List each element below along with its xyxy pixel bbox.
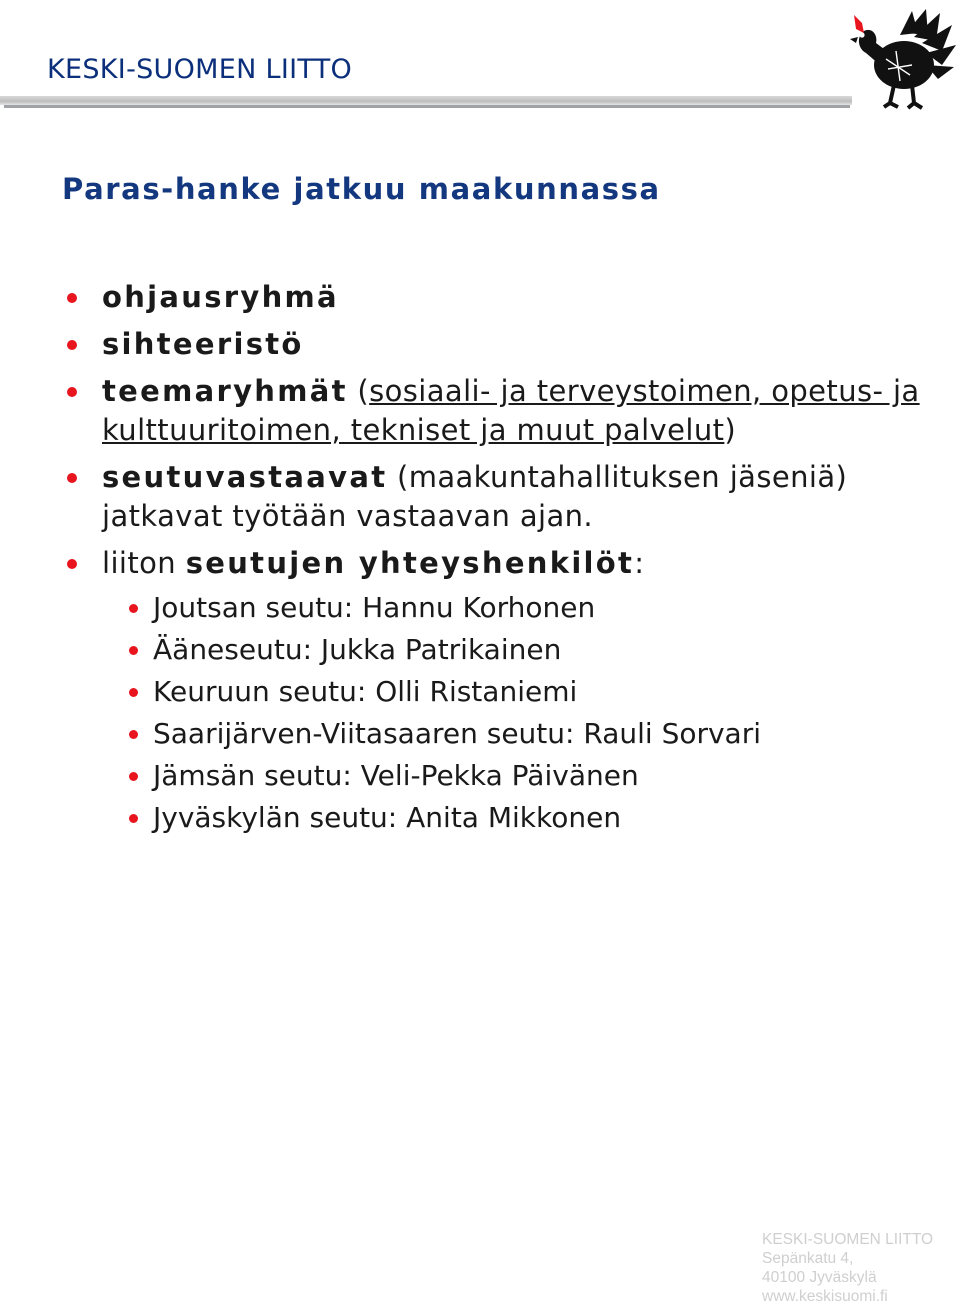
bullet-dot-icon xyxy=(67,559,77,569)
header-bar xyxy=(0,96,852,105)
contact-list xyxy=(60,587,940,839)
bullet-dot-icon xyxy=(67,293,77,303)
bullet-dot-icon xyxy=(129,772,138,781)
bullet-close-paren: ) xyxy=(724,413,737,447)
contact-text: Jämsän seutu: Veli-Pekka Päivänen xyxy=(153,759,639,792)
contact-item xyxy=(60,713,940,755)
bullet-yhteyshenkilot xyxy=(60,544,940,583)
teemaryhmat-link[interactable]: sosiaali- ja terveystoimen, opetus- ja kulttuuritoimen, tekniset ja muut palvelut xyxy=(102,374,920,447)
capercaillie-logo-icon xyxy=(840,3,958,115)
bullet-teemaryhmat xyxy=(60,372,940,450)
contact-item xyxy=(60,755,940,797)
bullet-sihteeristo xyxy=(60,325,940,364)
footer-web-link[interactable]: www.keskisuomi.fi xyxy=(762,1288,888,1305)
bullet-keyword: seutuvastaavat xyxy=(102,460,388,494)
bullet-keyword: sihteeristö xyxy=(102,327,304,361)
bullet-list xyxy=(60,278,940,839)
contact-text: Joutsan seutu: Hannu Korhonen xyxy=(153,591,596,624)
header-bar-shadow xyxy=(4,105,850,108)
bullet-dot-icon xyxy=(67,387,77,397)
bullet-prefix: liiton xyxy=(102,546,186,580)
bullet-open-paren: ( xyxy=(347,374,370,408)
contact-text: Jyväskylän seutu: Anita Mikkonen xyxy=(153,801,622,834)
footer-street: Sepänkatu 4, xyxy=(762,1250,854,1267)
bullet-dot-icon xyxy=(129,814,138,823)
bullet-keyword: teemaryhmät xyxy=(102,374,348,408)
bullet-dot-icon xyxy=(67,473,77,483)
bullet-keyword: seutujen yhteyshenkilöt xyxy=(185,546,635,580)
bullet-seutuvastaavat xyxy=(60,458,940,536)
contact-text: Saarijärven-Viitasaaren seutu: Rauli Sorvari xyxy=(153,717,762,750)
bullet-rest: (maakuntahallituksen jäseniä) jatkavat työtään vastaavan ajan. xyxy=(102,460,848,533)
contact-text: Ääneseutu: Jukka Patrikainen xyxy=(153,633,562,666)
bullet-dot-icon xyxy=(129,646,138,655)
bullet-dot-icon xyxy=(67,340,77,350)
footer-city: 40100 Jyväskylä xyxy=(762,1269,877,1286)
contact-item xyxy=(60,629,940,671)
bullet-keyword: ohjausryhmä xyxy=(102,280,339,314)
bullet-dot-icon xyxy=(129,730,138,739)
contact-item xyxy=(60,587,940,629)
org-name: KESKI-SUOMEN LIITTO xyxy=(47,54,353,85)
footer-address xyxy=(762,1230,933,1306)
contact-text: Keuruun seutu: Olli Ristaniemi xyxy=(153,675,578,708)
slide-title: Paras-hanke jatkuu maakunnassa xyxy=(62,172,661,206)
contact-item xyxy=(60,797,940,839)
contact-item xyxy=(60,671,940,713)
bullet-suffix: : xyxy=(634,546,644,580)
footer-org: KESKI-SUOMEN LIITTO xyxy=(762,1231,934,1248)
bullet-ohjausryhma xyxy=(60,278,940,317)
bullet-dot-icon xyxy=(129,688,138,697)
bullet-dot-icon xyxy=(129,604,138,613)
